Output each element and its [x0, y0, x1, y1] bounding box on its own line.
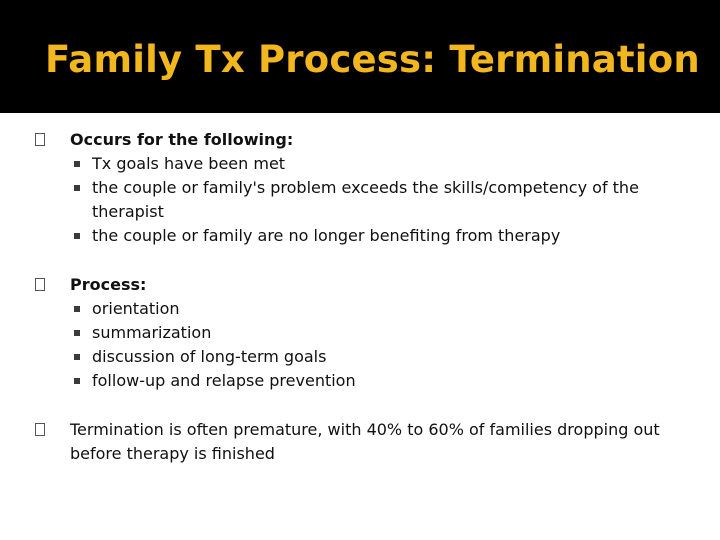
bullet-box-icon: [35, 278, 45, 291]
sub-bullet-text: summarization: [92, 323, 212, 342]
square-bullet-icon: [74, 354, 80, 360]
square-bullet-icon: [74, 185, 80, 191]
sub-bullet-item: [35, 176, 695, 224]
sub-bullet-text: the couple or family are no longer benefiting from therapy: [92, 226, 561, 245]
sub-bullet-text: Tx goals have been met: [92, 154, 286, 173]
square-bullet-icon: [74, 378, 80, 384]
sub-bullet-text: the couple or family's problem exceeds the skills/competency of the therapist: [92, 178, 639, 221]
square-bullet-icon: [74, 330, 80, 336]
sub-bullet-text: discussion of long-term goals: [92, 347, 327, 366]
square-bullet-icon: [74, 306, 80, 312]
sub-bullet-item: [35, 297, 695, 321]
square-bullet-icon: [74, 233, 80, 239]
sub-bullet-item: [35, 224, 695, 248]
slide-content: [35, 128, 695, 466]
title-bar: [0, 0, 720, 113]
sub-bullet-item: [35, 152, 695, 176]
bullet-text: Process:: [70, 275, 147, 294]
bullet-box-icon: [35, 133, 45, 146]
sub-bullet-item: [35, 369, 695, 393]
bullet-item: [35, 273, 695, 297]
bullet-item: [35, 128, 695, 152]
bullet-box-icon: [35, 423, 45, 436]
sub-bullet-text: orientation: [92, 299, 180, 318]
bullet-group-termination: [35, 418, 695, 466]
slide-title: Family Tx Process: Termination: [45, 38, 700, 81]
sub-bullet-item: [35, 345, 695, 369]
sub-bullet-item: [35, 321, 695, 345]
bullet-group-process: [35, 273, 695, 393]
bullet-text: Occurs for the following:: [70, 130, 294, 149]
sub-bullet-text: follow-up and relapse prevention: [92, 371, 356, 390]
bullet-group-occurs: [35, 128, 695, 248]
bullet-item: [35, 418, 695, 466]
bullet-text: Termination is often premature, with 40% to 60% of families dropping out before therapy is finished: [70, 420, 660, 463]
square-bullet-icon: [74, 161, 80, 167]
